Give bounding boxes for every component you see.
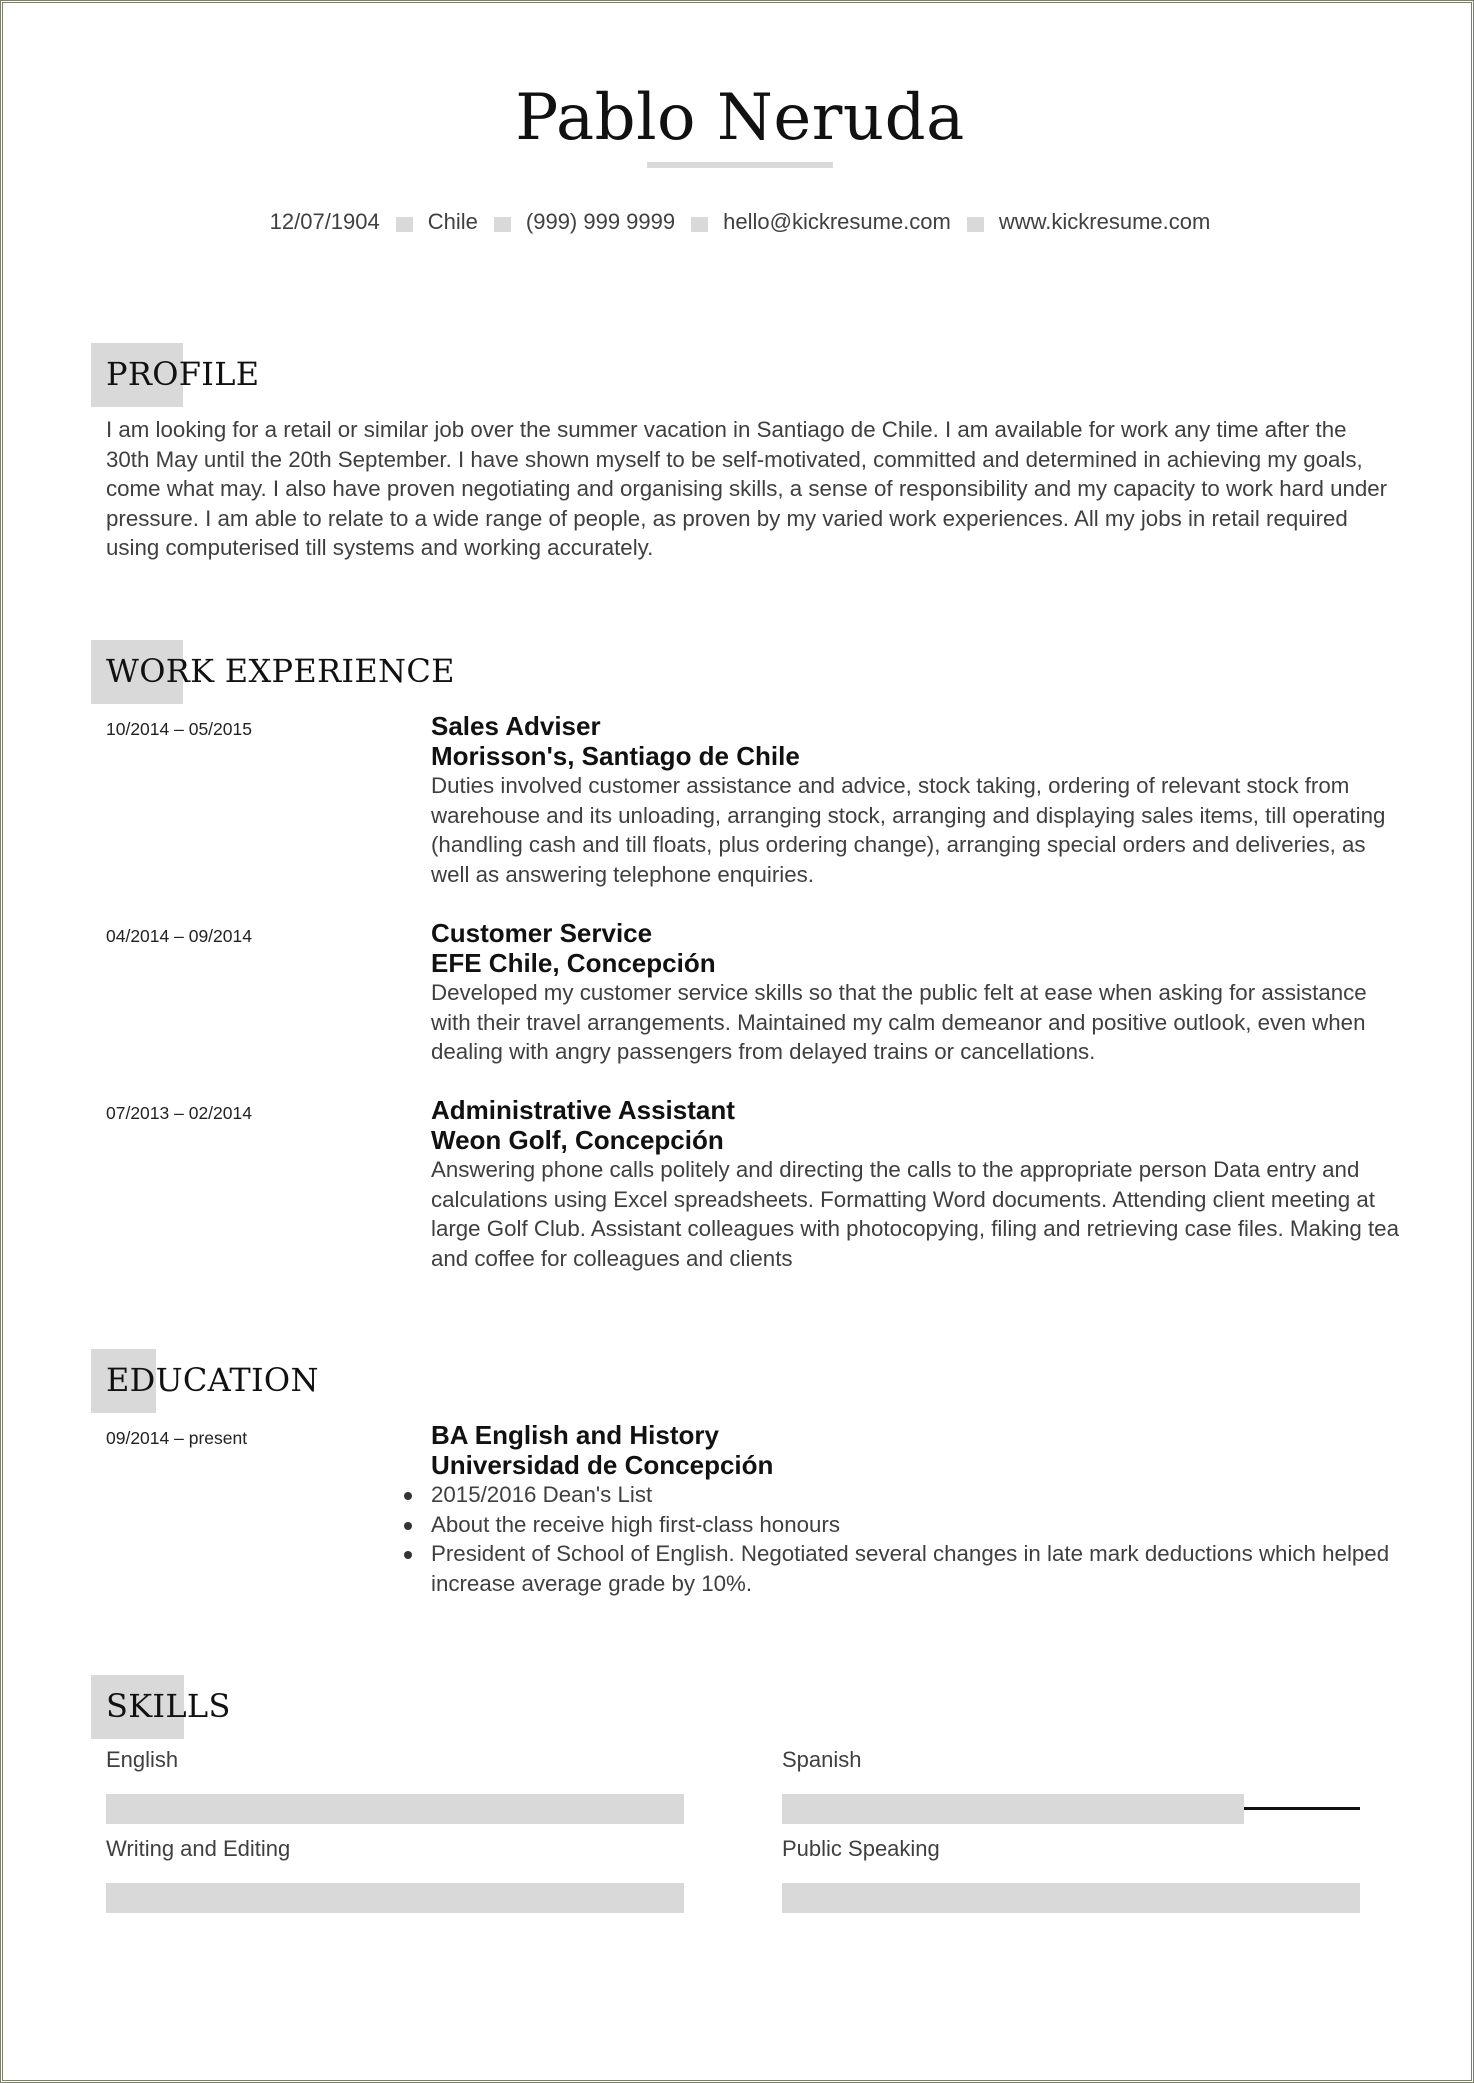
separator-square-icon <box>396 217 413 232</box>
skill-label: Public Speaking <box>782 1836 940 1861</box>
achievement-item: President of School of English. Negotiated several changes in late mark deductions which helped increase average grade by 10%. <box>431 1539 1406 1598</box>
entry-date: 04/2014 – 09/2014 <box>106 926 252 946</box>
section-title: PROFILE <box>106 355 260 393</box>
contact-line <box>3 209 1474 235</box>
country: Chile <box>427 209 478 234</box>
achievement-item: 2015/2016 Dean's List <box>431 1480 1406 1510</box>
skill-label: Writing and Editing <box>106 1836 291 1861</box>
profile-summary: I am looking for a retail or similar job over the summer vacation in Santiago de Chile. I am available for work any time after the 30th May until the 20th September. I have shown myself to be self-motivated, committed and determined in achieving my goals, come what may. I also have proven negotiating and organising skills, a sense of responsibility and my capacity to work hard under pressure. I am able to relate to a wide range of people, as proven by my varied work experiences. All my jobs in retail required using computerised till systems and working accurately. <box>106 417 1388 561</box>
skill-level-bar <box>782 1883 1360 1913</box>
separator-square-icon <box>967 217 984 232</box>
candidate-name: Pablo Neruda <box>515 81 965 155</box>
skill-writing-editing <box>106 1836 684 1862</box>
job-title: Sales Adviser <box>431 711 601 741</box>
skill-label: Spanish <box>782 1747 862 1772</box>
email-link[interactable]: hello@kickresume.com <box>723 209 951 234</box>
birthdate: 12/07/1904 <box>269 209 380 234</box>
school: Universidad de Concepción <box>431 1450 774 1480</box>
job-description: Duties involved customer assistance and advice, stock taking, ordering of relevant stock from warehouse and its unloading, arranging stock, arranging and displaying sales items, till operating (handling cash and till floats, plus ordering change), arranging special orders and deliveries, as well as answering telephone enquiries. <box>431 773 1386 887</box>
section-title: WORK EXPERIENCE <box>106 652 455 690</box>
skill-level-remainder <box>1244 1807 1360 1810</box>
section-title: EDUCATION <box>106 1361 319 1399</box>
skill-level-fill <box>782 1883 1360 1913</box>
name-underline <box>647 162 833 168</box>
skill-level-bar <box>106 1794 684 1824</box>
achievement-list <box>431 1480 1406 1598</box>
job-description: Developed my customer service skills so that the public felt at ease when asking for assistance with their travel arrangements. Maintained my calm demeanor and positive outlook, even when dealing with angry passengers from delayed trains or cancellations. <box>431 980 1367 1065</box>
entry-date: 07/2013 – 02/2014 <box>106 1103 252 1123</box>
degree: BA English and History <box>431 1420 719 1450</box>
job-title: Administrative Assistant <box>431 1095 735 1125</box>
skill-english <box>106 1747 684 1773</box>
job-description: Answering phone calls politely and directing the calls to the appropriate person Data entry and calculations using Excel spreadsheets. Formatting Word documents. Attending client meeting at large Golf Club. Assistant colleagues with photocopying, filing and retrieving case files. Making tea and coffee for colleagues and clients <box>431 1157 1399 1271</box>
phone: (999) 999 9999 <box>525 209 676 234</box>
achievement-item: About the receive high first-class honours <box>431 1510 1406 1540</box>
skill-level-fill <box>782 1794 1244 1824</box>
employer: EFE Chile, Concepción <box>431 948 716 978</box>
section-title: SKILLS <box>106 1687 231 1725</box>
job-title: Customer Service <box>431 918 653 948</box>
entry-date: 10/2014 – 05/2015 <box>106 719 252 739</box>
skill-spanish <box>782 1747 1360 1773</box>
skill-label: English <box>106 1747 179 1772</box>
employer: Weon Golf, Concepción <box>431 1125 724 1155</box>
skill-level-bar <box>782 1794 1360 1824</box>
employer: Morisson's, Santiago de Chile <box>431 741 800 771</box>
entry-date: 09/2014 – present <box>106 1428 248 1448</box>
skill-level-bar <box>106 1883 684 1913</box>
skill-level-fill <box>106 1883 684 1913</box>
website-link[interactable]: www.kickresume.com <box>998 209 1211 234</box>
separator-square-icon <box>691 217 708 232</box>
skill-level-fill <box>106 1794 684 1824</box>
separator-square-icon <box>494 217 511 232</box>
skill-public-speaking <box>782 1836 1360 1862</box>
